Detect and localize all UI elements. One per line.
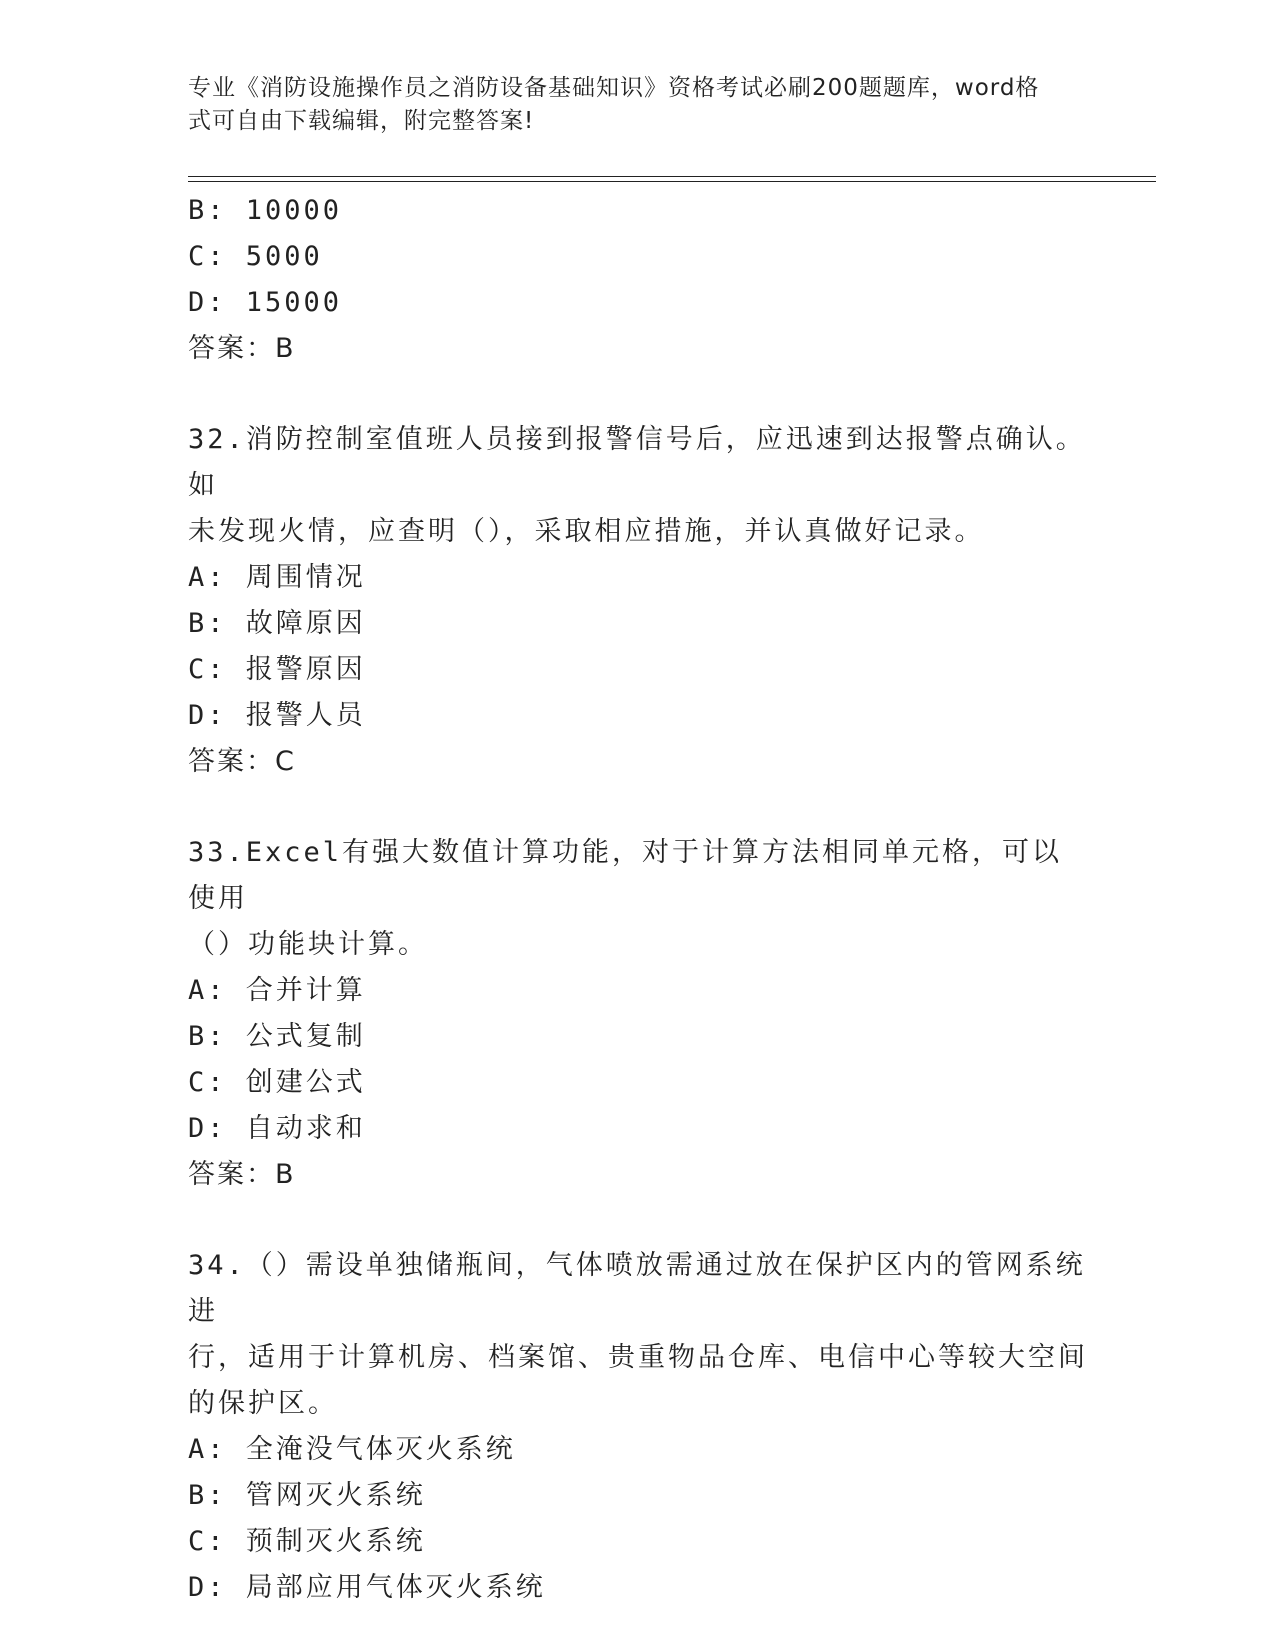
question-text-line: 33.Excel有强大数值计算功能，对于计算方法相同单元格，可以使用 [188,837,1063,914]
option-b: B: 10000 [188,195,343,226]
prev-question-block [188,188,1088,372]
answer-line: 答案：B [188,333,296,364]
option-d: D: 15000 [188,287,343,318]
option-a: A: 合并计算 [188,975,366,1006]
question-text-line: 未发现火情，应查明（），采取相应措施，并认真做好记录。 [188,516,985,547]
question-text-line: （）功能块计算。 [188,929,428,960]
spacer [188,1198,1088,1243]
document-body [188,188,1088,1611]
question-block-32 [188,417,1088,785]
option-d: D: 报警人员 [188,700,366,731]
question-text-line: 34.（）需设单独储瓶间，气体喷放需通过放在保护区内的管网系统进 [188,1250,1086,1327]
header-line-2: 式可自由下载编辑，附完整答案! [188,108,535,134]
header-divider-bottom [188,181,1156,182]
header-line-1: 专业《消防设施操作员之消防设备基础知识》资格考试必刷200题题库，word格 [188,75,1040,101]
option-d: D: 局部应用气体灭火系统 [188,1572,546,1603]
option-c: C: 预制灭火系统 [188,1526,426,1557]
answer-line: 答案：C [188,746,296,777]
option-b: B: 公式复制 [188,1021,366,1052]
option-c: C: 5000 [188,241,323,272]
question-text-line: 的保护区。 [188,1388,338,1419]
option-a: A: 周围情况 [188,562,366,593]
question-text-line: 32.消防控制室值班人员接到报警信号后，应迅速到达报警点确认。如 [188,424,1086,501]
option-a: A: 全淹没气体灭火系统 [188,1434,516,1465]
option-c: C: 创建公式 [188,1067,366,1098]
option-b: B: 管网灭火系统 [188,1480,426,1511]
spacer [188,785,1088,830]
answer-line: 答案：B [188,1159,296,1190]
question-text-line: 行，适用于计算机房、档案馆、贵重物品仓库、电信中心等较大空间 [188,1342,1088,1373]
option-d: D: 自动求和 [188,1113,366,1144]
header-divider-top [188,176,1156,177]
document-header [188,72,1088,138]
option-c: C: 报警原因 [188,654,366,685]
spacer [188,372,1088,417]
option-b: B: 故障原因 [188,608,366,639]
question-block-34 [188,1243,1088,1611]
question-block-33 [188,830,1088,1198]
